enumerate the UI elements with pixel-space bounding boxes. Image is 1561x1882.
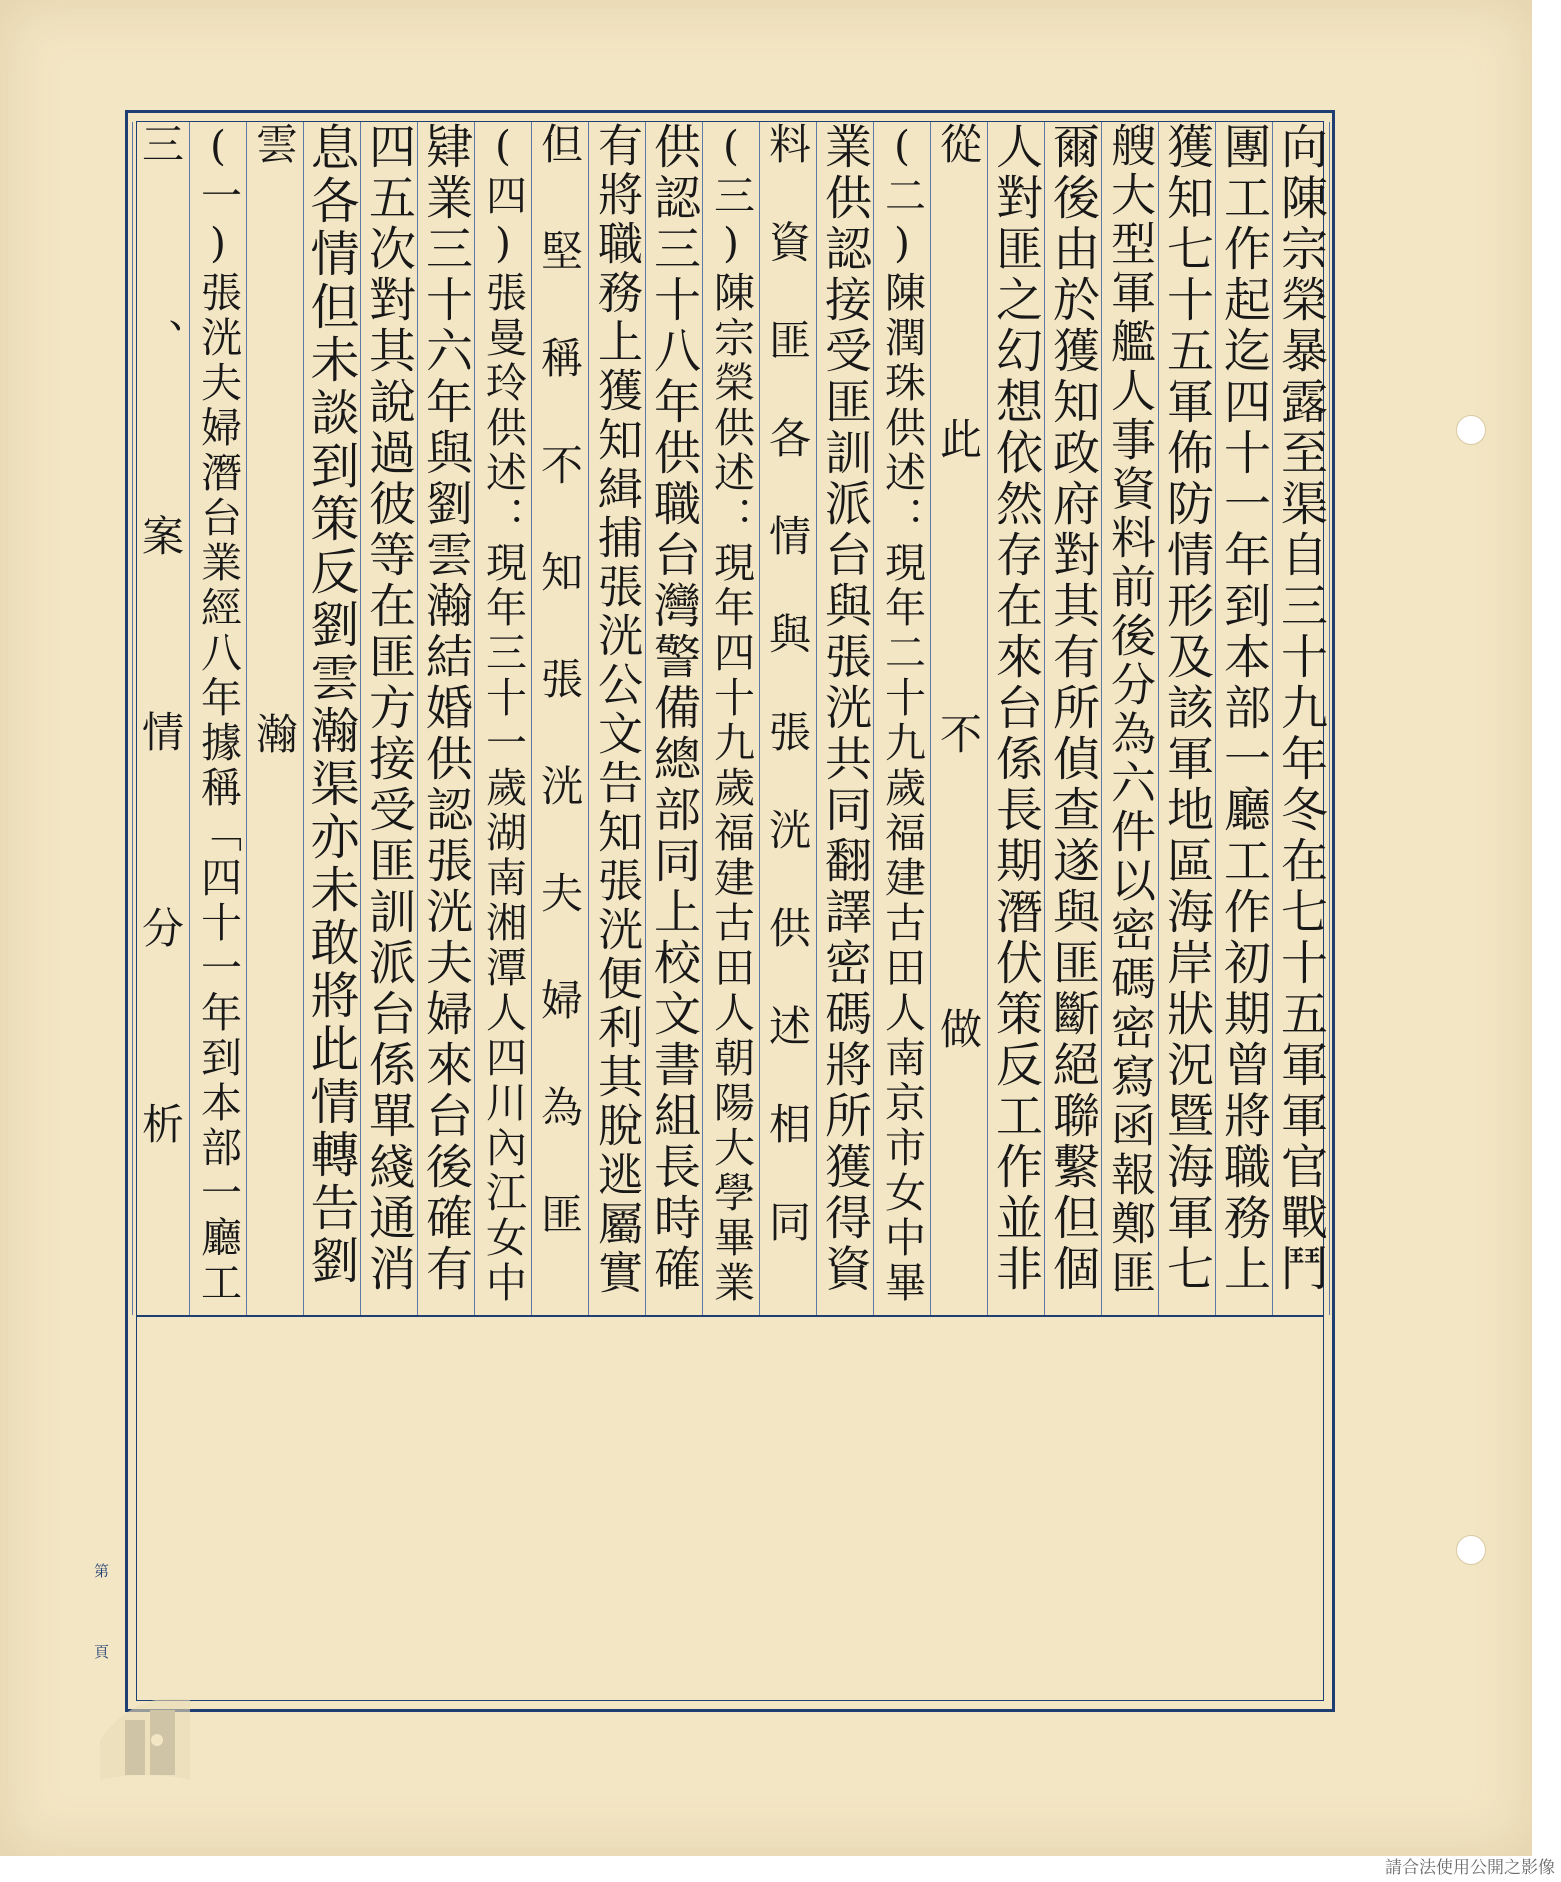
text-column bbox=[645, 122, 702, 1312]
column-rule bbox=[1329, 122, 1330, 1315]
text-area bbox=[136, 121, 1328, 1701]
page-label-ye: 頁 bbox=[94, 1643, 110, 1661]
text-column bbox=[873, 122, 930, 1312]
column-text: 有將職務上獲知緝捕張洸公文告知張洸便利其脫逃屬實 bbox=[590, 122, 643, 1298]
text-column bbox=[1215, 122, 1272, 1312]
text-column bbox=[1158, 122, 1215, 1312]
column-text: 四五次對其說過彼等在匪方接受匪訓派台係單綫通消 bbox=[361, 122, 416, 1295]
text-column bbox=[1044, 122, 1101, 1312]
text-column bbox=[360, 122, 417, 1312]
column-text: 三、案情分析 bbox=[136, 122, 185, 1298]
column-text: (一)張洸夫婦潛台業經八年據稱「四十一年到本部一廳工 bbox=[194, 122, 242, 1306]
column-text: 人對匪之幻想依然存在來台係長期潛伏策反工作並非 bbox=[988, 122, 1043, 1295]
column-text: (二)陳潤珠供述：現年二十九歲福建古田人南京市女中畢 bbox=[878, 122, 926, 1306]
text-column bbox=[759, 122, 816, 1312]
text-column bbox=[930, 122, 987, 1312]
text-column bbox=[417, 122, 474, 1312]
column-text: 但堅稱不知張洸夫婦為匪 bbox=[535, 122, 584, 1299]
text-column bbox=[987, 122, 1044, 1312]
text-column bbox=[588, 122, 645, 1312]
text-area-bottom-rule bbox=[137, 1315, 1323, 1317]
page-label-di: 第 bbox=[94, 1562, 110, 1580]
binder-hole-bottom bbox=[1456, 1535, 1486, 1565]
watermark-text: 請合法使用公開之影像 bbox=[1385, 1858, 1555, 1878]
page-frame bbox=[125, 110, 1335, 1712]
column-text: 艘大型軍艦人事資料前後分為六件以密碼密寫函報鄭匪 bbox=[1103, 122, 1156, 1298]
text-column bbox=[816, 122, 873, 1312]
column-text: 從此不做 bbox=[934, 122, 983, 1302]
text-column bbox=[531, 122, 588, 1312]
text-column bbox=[702, 122, 759, 1312]
column-text: 團工作起迄四十一年到本部一廳工作初期曾將職務上 bbox=[1216, 122, 1271, 1295]
column-text: 料資匪各情與張洸供述相同 bbox=[763, 122, 812, 1298]
column-text: (四)張曼玲供述：現年三十一歲湖南湘潭人四川內江女中 bbox=[479, 122, 527, 1306]
archive-logo bbox=[95, 1680, 215, 1790]
text-column bbox=[189, 122, 246, 1312]
text-column bbox=[132, 122, 189, 1312]
column-text: 供認三十八年供職台灣警備總部同上校文書組長時確 bbox=[646, 122, 701, 1295]
column-text: 雲瀚 bbox=[250, 122, 299, 1302]
text-column bbox=[246, 122, 303, 1312]
column-text: 肄業三十六年與劉雲瀚結婚供認張洸夫婦來台後確有 bbox=[418, 122, 473, 1295]
binder-hole-top bbox=[1456, 415, 1486, 445]
page-number-label bbox=[94, 1560, 114, 1662]
text-column bbox=[474, 122, 531, 1312]
text-column bbox=[1272, 122, 1329, 1312]
column-text: 向陳宗榮暴露至渠自三十九年冬在七十五軍軍官戰鬥 bbox=[1273, 122, 1328, 1295]
column-text: 息各情但未談到策反劉雲瀚渠亦未敢將此情轉告劉 bbox=[303, 122, 360, 1288]
column-text: (三)陳宗榮供述：現年四十九歲福建古田人朝陽大學畢業 bbox=[707, 122, 755, 1306]
column-text: 爾後由於獲知政府對其有所偵查遂與匪斷絕聯繫但個 bbox=[1045, 122, 1100, 1295]
text-column bbox=[1101, 122, 1158, 1312]
column-text: 業供認接受匪訓派台與張洸共同翻譯密碼將所獲得資 bbox=[817, 122, 872, 1295]
text-column bbox=[303, 122, 360, 1312]
column-text: 獲知七十五軍佈防情形及該軍地區海岸狀況暨海軍七 bbox=[1159, 122, 1214, 1295]
